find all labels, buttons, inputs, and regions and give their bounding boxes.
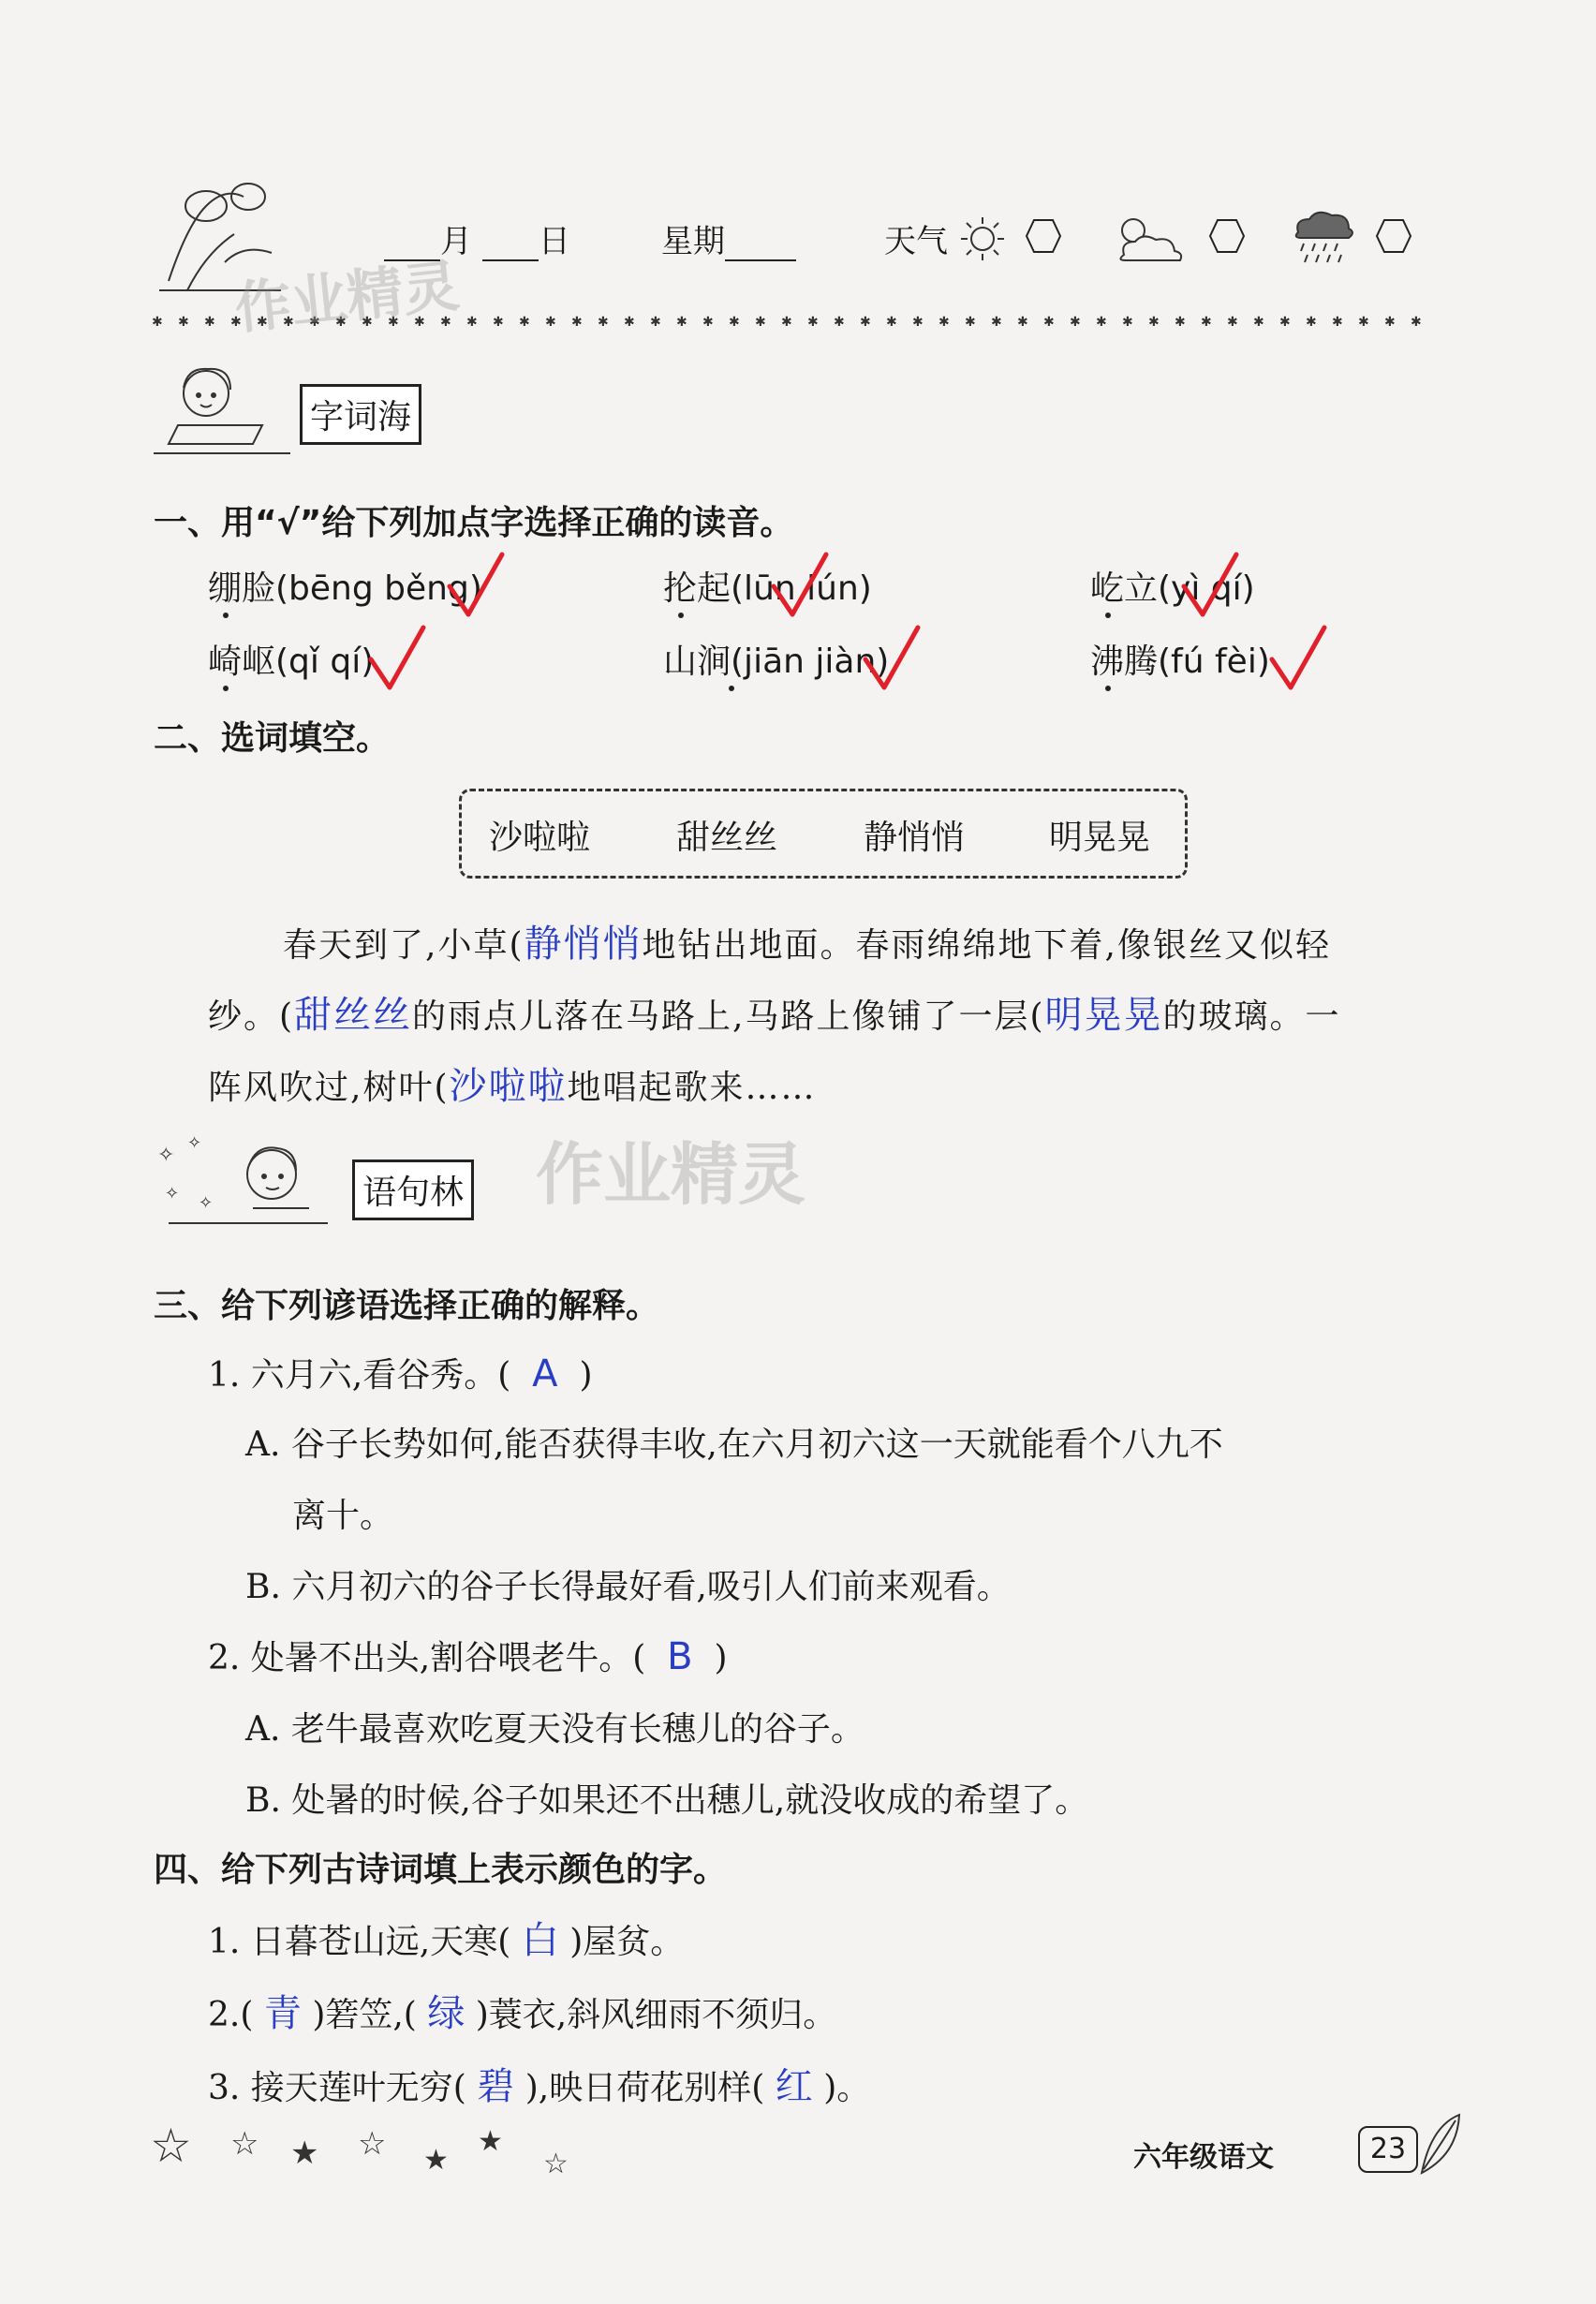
poem-text: ),映日荷花别样( (525, 2069, 765, 2107)
answer-choice: B (667, 1635, 693, 1678)
check-mark-icon (1266, 622, 1332, 697)
answer-fill: 静悄悄 (524, 923, 643, 966)
poem-text: 2.( (208, 1996, 254, 2034)
question-1-title: 一、用“√”给下列加点字选择正确的读音。 (154, 504, 794, 542)
svg-text:★: ★ (290, 2134, 319, 2172)
q4-line-3 (208, 2057, 870, 2110)
weather-label: 天气 (884, 223, 948, 260)
footer-stars-decoration (150, 2117, 599, 2182)
paragraph-text: 春天到了,小草( (283, 926, 525, 965)
poem-text: )屋贫。 (569, 1923, 685, 1961)
writing-boy-illustration (150, 1133, 347, 1236)
check-mark-icon (768, 549, 834, 624)
word-bank-item: 沙啦啦 (489, 819, 591, 857)
svg-text:✧: ✧ (157, 1144, 175, 1167)
day-label: 日 (538, 223, 570, 260)
q1-pinyin-options: (yì qí) (1158, 569, 1255, 608)
svg-text:☆: ☆ (150, 2119, 192, 2173)
question-2-title: 二、选词填空。 (154, 719, 391, 758)
q1-item-5 (663, 635, 889, 683)
word-bank-item: 静悄悄 (864, 819, 966, 857)
check-mark-icon (860, 622, 925, 697)
q1-pinyin-options: (fú fèi) (1158, 642, 1270, 681)
answer-fill: 明晃晃 (1044, 994, 1163, 1037)
q4-line-1 (208, 1911, 684, 1964)
emphasis-dot (1105, 686, 1111, 691)
fill-paragraph-line-3 (208, 1056, 817, 1110)
q3-option-2b: B. 处暑的时候,谷子如果还不出穗儿,就没收成的希望了。 (245, 1781, 1089, 1820)
item-text: 1. 六月六,看谷秀。( (208, 1356, 511, 1395)
paragraph-text: 地唱起歌来…… (567, 1069, 817, 1107)
svg-text:★: ★ (478, 2125, 503, 2158)
answer-fill: 白 (521, 1919, 559, 1962)
emphasis-dot (223, 686, 229, 691)
answer-fill: 碧 (477, 2065, 515, 2108)
svg-text:✧: ✧ (187, 1133, 202, 1153)
q1-pinyin-options: (jiān jiàn) (731, 642, 890, 681)
leaf-icon (1412, 2107, 1469, 2182)
q1-pinyin-options: (qǐ qí) (275, 642, 375, 681)
q3-item-2 (208, 1632, 728, 1679)
fill-paragraph-line-1 (283, 914, 1331, 967)
emphasis-dot (223, 613, 229, 618)
emphasis-dot (678, 613, 684, 618)
sunny-hexagon-checkbox[interactable] (1025, 217, 1062, 255)
q1-word: 崎岖 (208, 642, 276, 681)
poem-text: )。 (823, 2069, 871, 2107)
item-text: 2. 处暑不出头,割谷喂老牛。( (208, 1639, 646, 1677)
question-4-title: 四、给下列古诗词填上表示颜色的字。 (154, 1851, 728, 1889)
day-blank[interactable] (482, 228, 539, 261)
answer-fill: 沙啦啦 (449, 1065, 568, 1108)
q1-pinyin-options: (bēng běng) (275, 569, 482, 608)
poem-text: )蓑衣,斜风细雨不须归。 (475, 1996, 837, 2034)
item-text: ) (714, 1639, 728, 1677)
q1-word: 绷脸 (208, 569, 276, 608)
q3-option-1a-cont: 离十。 (292, 1497, 394, 1535)
page-number: 23 (1358, 2126, 1418, 2173)
q3-option-2a: A. 老牛最喜欢吃夏天没有长穗儿的谷子。 (245, 1710, 864, 1749)
check-mark-icon (444, 549, 510, 624)
poem-text: 1. 日暮苍山远,天寒( (208, 1923, 511, 1961)
q1-item-4 (208, 635, 374, 683)
q1-item-1 (208, 562, 482, 610)
rainy-hexagon-checkbox[interactable] (1375, 217, 1412, 255)
fill-paragraph-line-2 (208, 985, 1341, 1039)
weekday-label: 星期 (661, 223, 725, 260)
weekday-field (661, 215, 796, 261)
item-text: ) (579, 1356, 593, 1395)
paragraph-text: 的玻璃。一 (1162, 997, 1341, 1036)
paragraph-text: 的雨点儿落在马路上,马路上像铺了一层( (412, 997, 1045, 1036)
q4-line-2 (208, 1984, 836, 2037)
answer-fill: 绿 (427, 1992, 466, 2035)
word-bank-item: 明晃晃 (1049, 819, 1151, 857)
check-mark-icon (365, 622, 431, 697)
answer-fill: 红 (775, 2065, 813, 2108)
svg-text:☆: ☆ (543, 2148, 569, 2180)
section-title-yujulin: 语句林 (352, 1159, 474, 1220)
paragraph-text: 纱。( (208, 997, 295, 1036)
watermark: 作业精灵 (536, 1135, 806, 1214)
poem-text: 3. 接天莲叶无穷( (208, 2069, 466, 2107)
q3-item-1 (208, 1349, 592, 1396)
word-bank-item: 甜丝丝 (676, 819, 778, 857)
q1-item-6 (1090, 635, 1270, 683)
rain-icon (1289, 206, 1358, 268)
partly-cloudy-icon (1105, 208, 1190, 266)
q3-option-1a: A. 谷子长势如何,能否获得丰收,在六月初六这一天就能看个八九不 (245, 1425, 1223, 1464)
svg-text:✧: ✧ (165, 1184, 180, 1204)
q1-word: 沸腾 (1090, 642, 1159, 681)
question-3-title: 三、给下列谚语选择正确的解释。 (154, 1287, 660, 1325)
emphasis-dot (1105, 613, 1111, 618)
reading-girl-illustration (150, 360, 300, 463)
svg-text:☆: ☆ (230, 2125, 259, 2163)
answer-fill: 甜丝丝 (294, 994, 413, 1037)
paragraph-text: 地钻出地面。春雨绵绵地下着,像银丝又似轻 (642, 926, 1331, 965)
svg-text:✧: ✧ (199, 1193, 214, 1213)
weekday-blank[interactable] (725, 228, 796, 261)
cloudy-hexagon-checkbox[interactable] (1208, 217, 1246, 255)
emphasis-dot (729, 686, 734, 691)
watermark: 作业精灵 (231, 253, 463, 343)
check-mark-icon (1178, 549, 1244, 624)
q3-option-1b: B. 六月初六的谷子长得最好看,吸引人们前来观看。 (245, 1568, 1011, 1606)
month-label: 月 (440, 223, 472, 260)
q1-pinyin-options: (lūn lún) (731, 569, 872, 608)
sun-icon (959, 215, 1006, 262)
svg-text:★: ★ (423, 2144, 449, 2177)
q1-word: 屹立 (1090, 569, 1159, 608)
poem-text: )箬笠,( (312, 1996, 417, 2034)
answer-fill: 青 (263, 1992, 302, 2035)
footer-grade-label: 六年级语文 (1133, 2141, 1274, 2174)
section-title-ciyuhai: 字词海 (300, 384, 421, 445)
svg-text:☆: ☆ (358, 2125, 387, 2163)
q1-word: 抡起 (663, 569, 732, 608)
q1-word: 山涧 (663, 642, 732, 681)
paragraph-text: 阵风吹过,树叶( (208, 1069, 450, 1107)
answer-choice: A (532, 1352, 558, 1396)
